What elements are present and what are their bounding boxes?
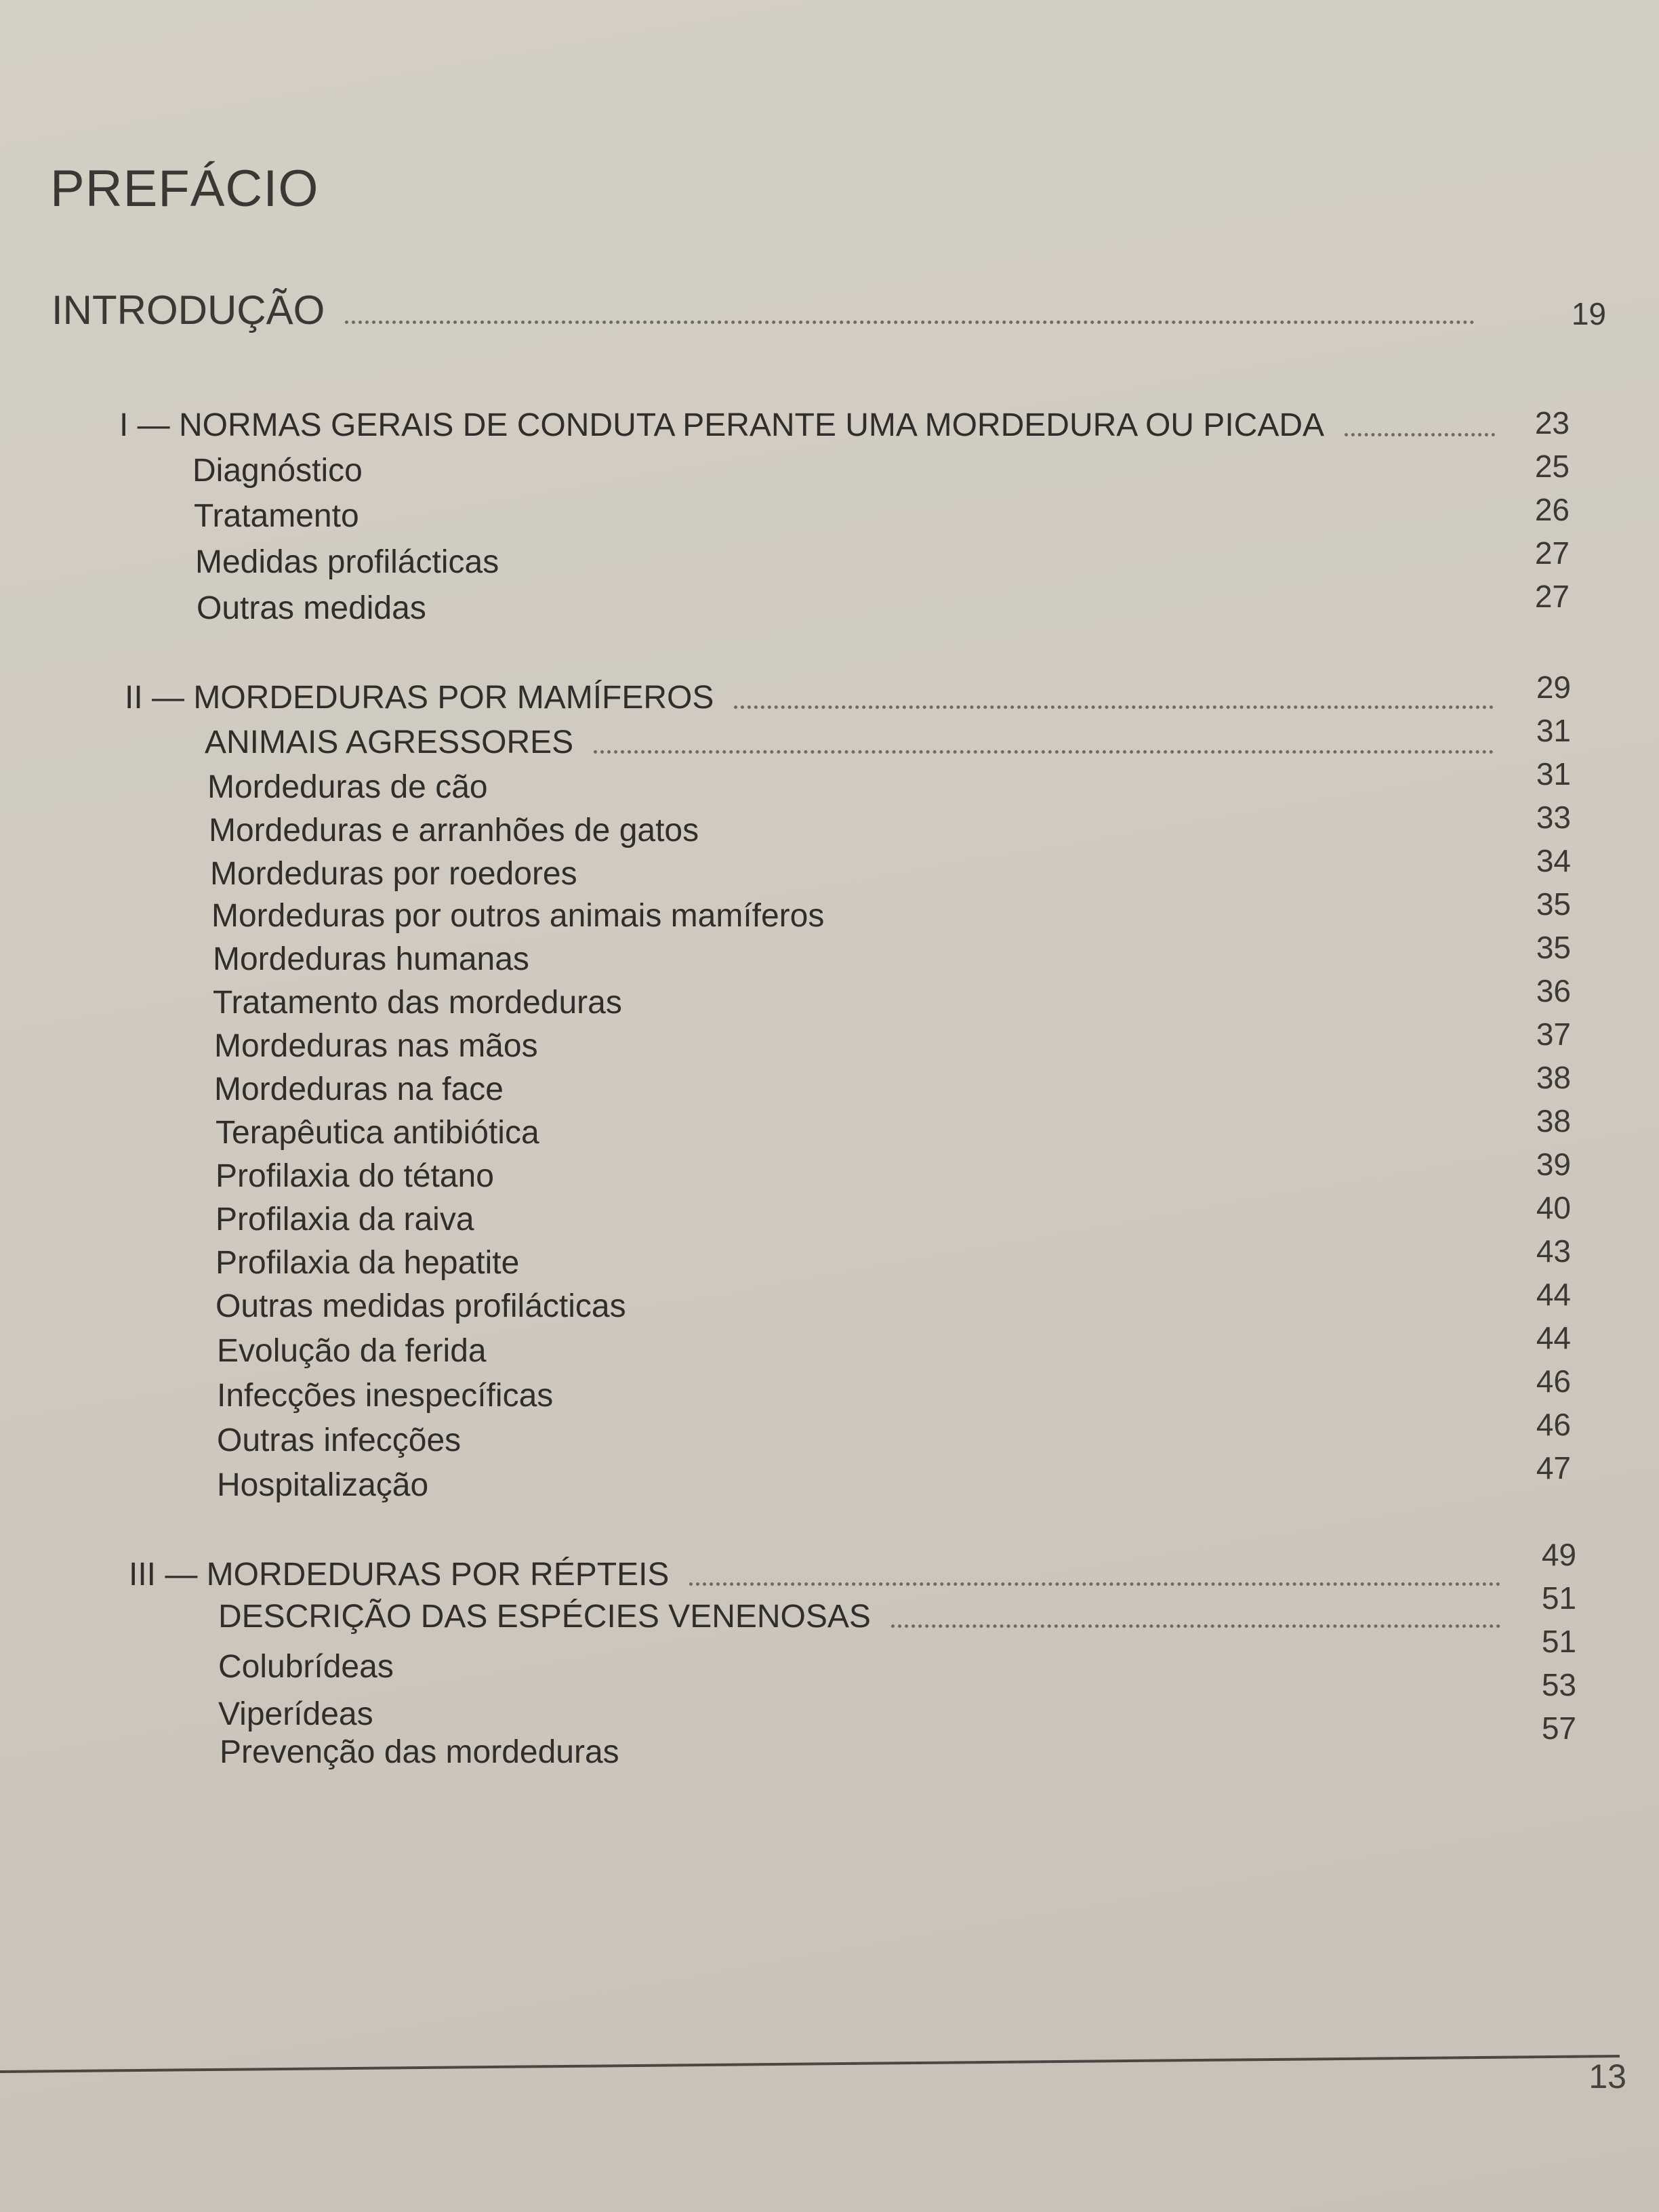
page-number: 47	[1536, 1450, 1571, 1486]
page-number: 46	[1536, 1364, 1571, 1399]
page-number: 38	[1536, 1103, 1571, 1139]
toc-label: Colubrídeas	[218, 1649, 394, 1685]
page-number: 36	[1536, 973, 1571, 1008]
dot-leader	[891, 1624, 1500, 1628]
toc-item	[209, 811, 699, 851]
toc-label: II — MORDEDURAS POR MAMÍFEROS	[125, 680, 714, 716]
page-number: 40	[1536, 1190, 1571, 1225]
toc-item	[217, 1465, 428, 1506]
page-number: 29	[1536, 670, 1571, 705]
toc-item	[213, 983, 622, 1023]
preface-heading: PREFÁCIO	[50, 160, 319, 218]
toc-item	[216, 1286, 626, 1327]
toc-section-3-heading	[129, 1555, 1521, 1595]
dot-leader	[1345, 433, 1495, 436]
toc-item	[216, 1243, 519, 1284]
page-number: 51	[1541, 1624, 1576, 1659]
dot-leader	[734, 705, 1494, 709]
page-number: 31	[1536, 713, 1571, 748]
toc-label: Mordeduras de cão	[207, 769, 488, 805]
toc-label: Mordeduras na face	[214, 1071, 504, 1107]
toc-item	[216, 1113, 539, 1153]
toc-item	[217, 1376, 553, 1416]
toc-item	[214, 1026, 538, 1067]
toc-label: Diagnóstico	[192, 453, 363, 489]
toc-item	[207, 767, 488, 808]
toc-section-2-subheading	[205, 722, 1514, 763]
dot-leader	[345, 321, 1475, 324]
toc-label: Prevenção das mordeduras	[220, 1734, 619, 1770]
page-number: 44	[1536, 1320, 1571, 1355]
toc-label: III — MORDEDURAS POR RÉPTEIS	[129, 1557, 670, 1593]
toc-label: Tratamento	[194, 498, 359, 534]
page-number: 43	[1536, 1233, 1571, 1269]
toc-section-2-heading	[125, 678, 1514, 718]
toc-item	[210, 854, 577, 895]
toc-label: ANIMAIS AGRESSORES	[205, 724, 574, 760]
toc-section-3-subheading	[218, 1597, 1521, 1637]
page-number: 27	[1534, 535, 1570, 571]
toc-item	[216, 1156, 494, 1197]
toc-label: Viperídeas	[218, 1696, 373, 1732]
toc-item	[213, 939, 529, 980]
page-number: 57	[1541, 1711, 1576, 1746]
dot-leader	[594, 750, 1494, 754]
toc-label: Outras medidas	[197, 590, 426, 626]
page-number: 34	[1536, 843, 1571, 878]
toc-label: Terapêutica antibiótica	[216, 1115, 539, 1151]
page-number: 26	[1534, 492, 1570, 527]
page-number: 19	[1571, 296, 1606, 331]
footer-rule	[0, 2055, 1620, 2073]
toc-label: DESCRIÇÃO DAS ESPÉCIES VENENOSAS	[218, 1599, 871, 1635]
toc-entry-introduction	[52, 285, 1495, 336]
toc-label: Profilaxia do tétano	[216, 1158, 494, 1194]
toc-label: Evolução da ferida	[217, 1333, 487, 1369]
toc-item	[218, 1647, 394, 1687]
toc-item	[214, 1069, 504, 1110]
toc-item	[217, 1331, 487, 1372]
toc-label: Mordeduras nas mãos	[214, 1028, 538, 1064]
page-number: 44	[1536, 1277, 1571, 1312]
toc-label: Mordeduras e arranhões de gatos	[209, 813, 699, 848]
page-number: 27	[1534, 579, 1570, 614]
page-number: 51	[1541, 1580, 1576, 1616]
page-number: 53	[1541, 1667, 1576, 1702]
page-number: 35	[1536, 930, 1571, 965]
toc-label: INTRODUÇÃO	[52, 287, 325, 333]
toc-item	[192, 451, 363, 491]
toc-label: Outras infecções	[217, 1422, 462, 1458]
page-number: 33	[1536, 800, 1571, 835]
page-number: 25	[1534, 449, 1570, 484]
toc-label: Mordeduras por outros animais mamíferos	[211, 898, 825, 934]
toc-label: Infecções inespecíficas	[217, 1378, 554, 1414]
dot-leader	[689, 1582, 1500, 1586]
folio-page-number: 13	[1589, 2057, 1626, 2095]
page-number: 31	[1536, 756, 1571, 792]
page-number: 49	[1541, 1537, 1576, 1572]
toc-item	[217, 1420, 461, 1461]
toc-label: I — NORMAS GERAIS DE CONDUTA PERANTE UMA MORDEDURA OU PICADA	[119, 407, 1325, 443]
toc-item	[218, 1694, 373, 1735]
toc-item	[195, 542, 499, 583]
toc-label: Medidas profilácticas	[195, 544, 499, 580]
toc-item	[220, 1732, 619, 1773]
toc-label: Hospitalização	[217, 1467, 429, 1503]
page-number: 35	[1536, 886, 1571, 922]
page-number: 37	[1536, 1017, 1571, 1052]
toc-label: Tratamento das mordeduras	[213, 985, 622, 1021]
page-number: 38	[1536, 1060, 1571, 1095]
toc-section-1-heading	[119, 405, 1515, 446]
toc-item	[216, 1200, 474, 1240]
toc-label: Mordeduras por roedores	[210, 856, 577, 892]
page-number: 23	[1534, 405, 1570, 441]
toc-item	[211, 896, 824, 937]
toc-label: Mordeduras humanas	[213, 941, 529, 977]
page-number: 39	[1536, 1147, 1571, 1182]
toc-label: Profilaxia da hepatite	[216, 1245, 520, 1281]
toc-label: Outras medidas profilácticas	[216, 1288, 626, 1324]
toc-item	[197, 588, 426, 629]
toc-label: Profilaxia da raiva	[216, 1202, 474, 1237]
toc-item	[194, 496, 359, 537]
page-number: 46	[1536, 1407, 1571, 1442]
